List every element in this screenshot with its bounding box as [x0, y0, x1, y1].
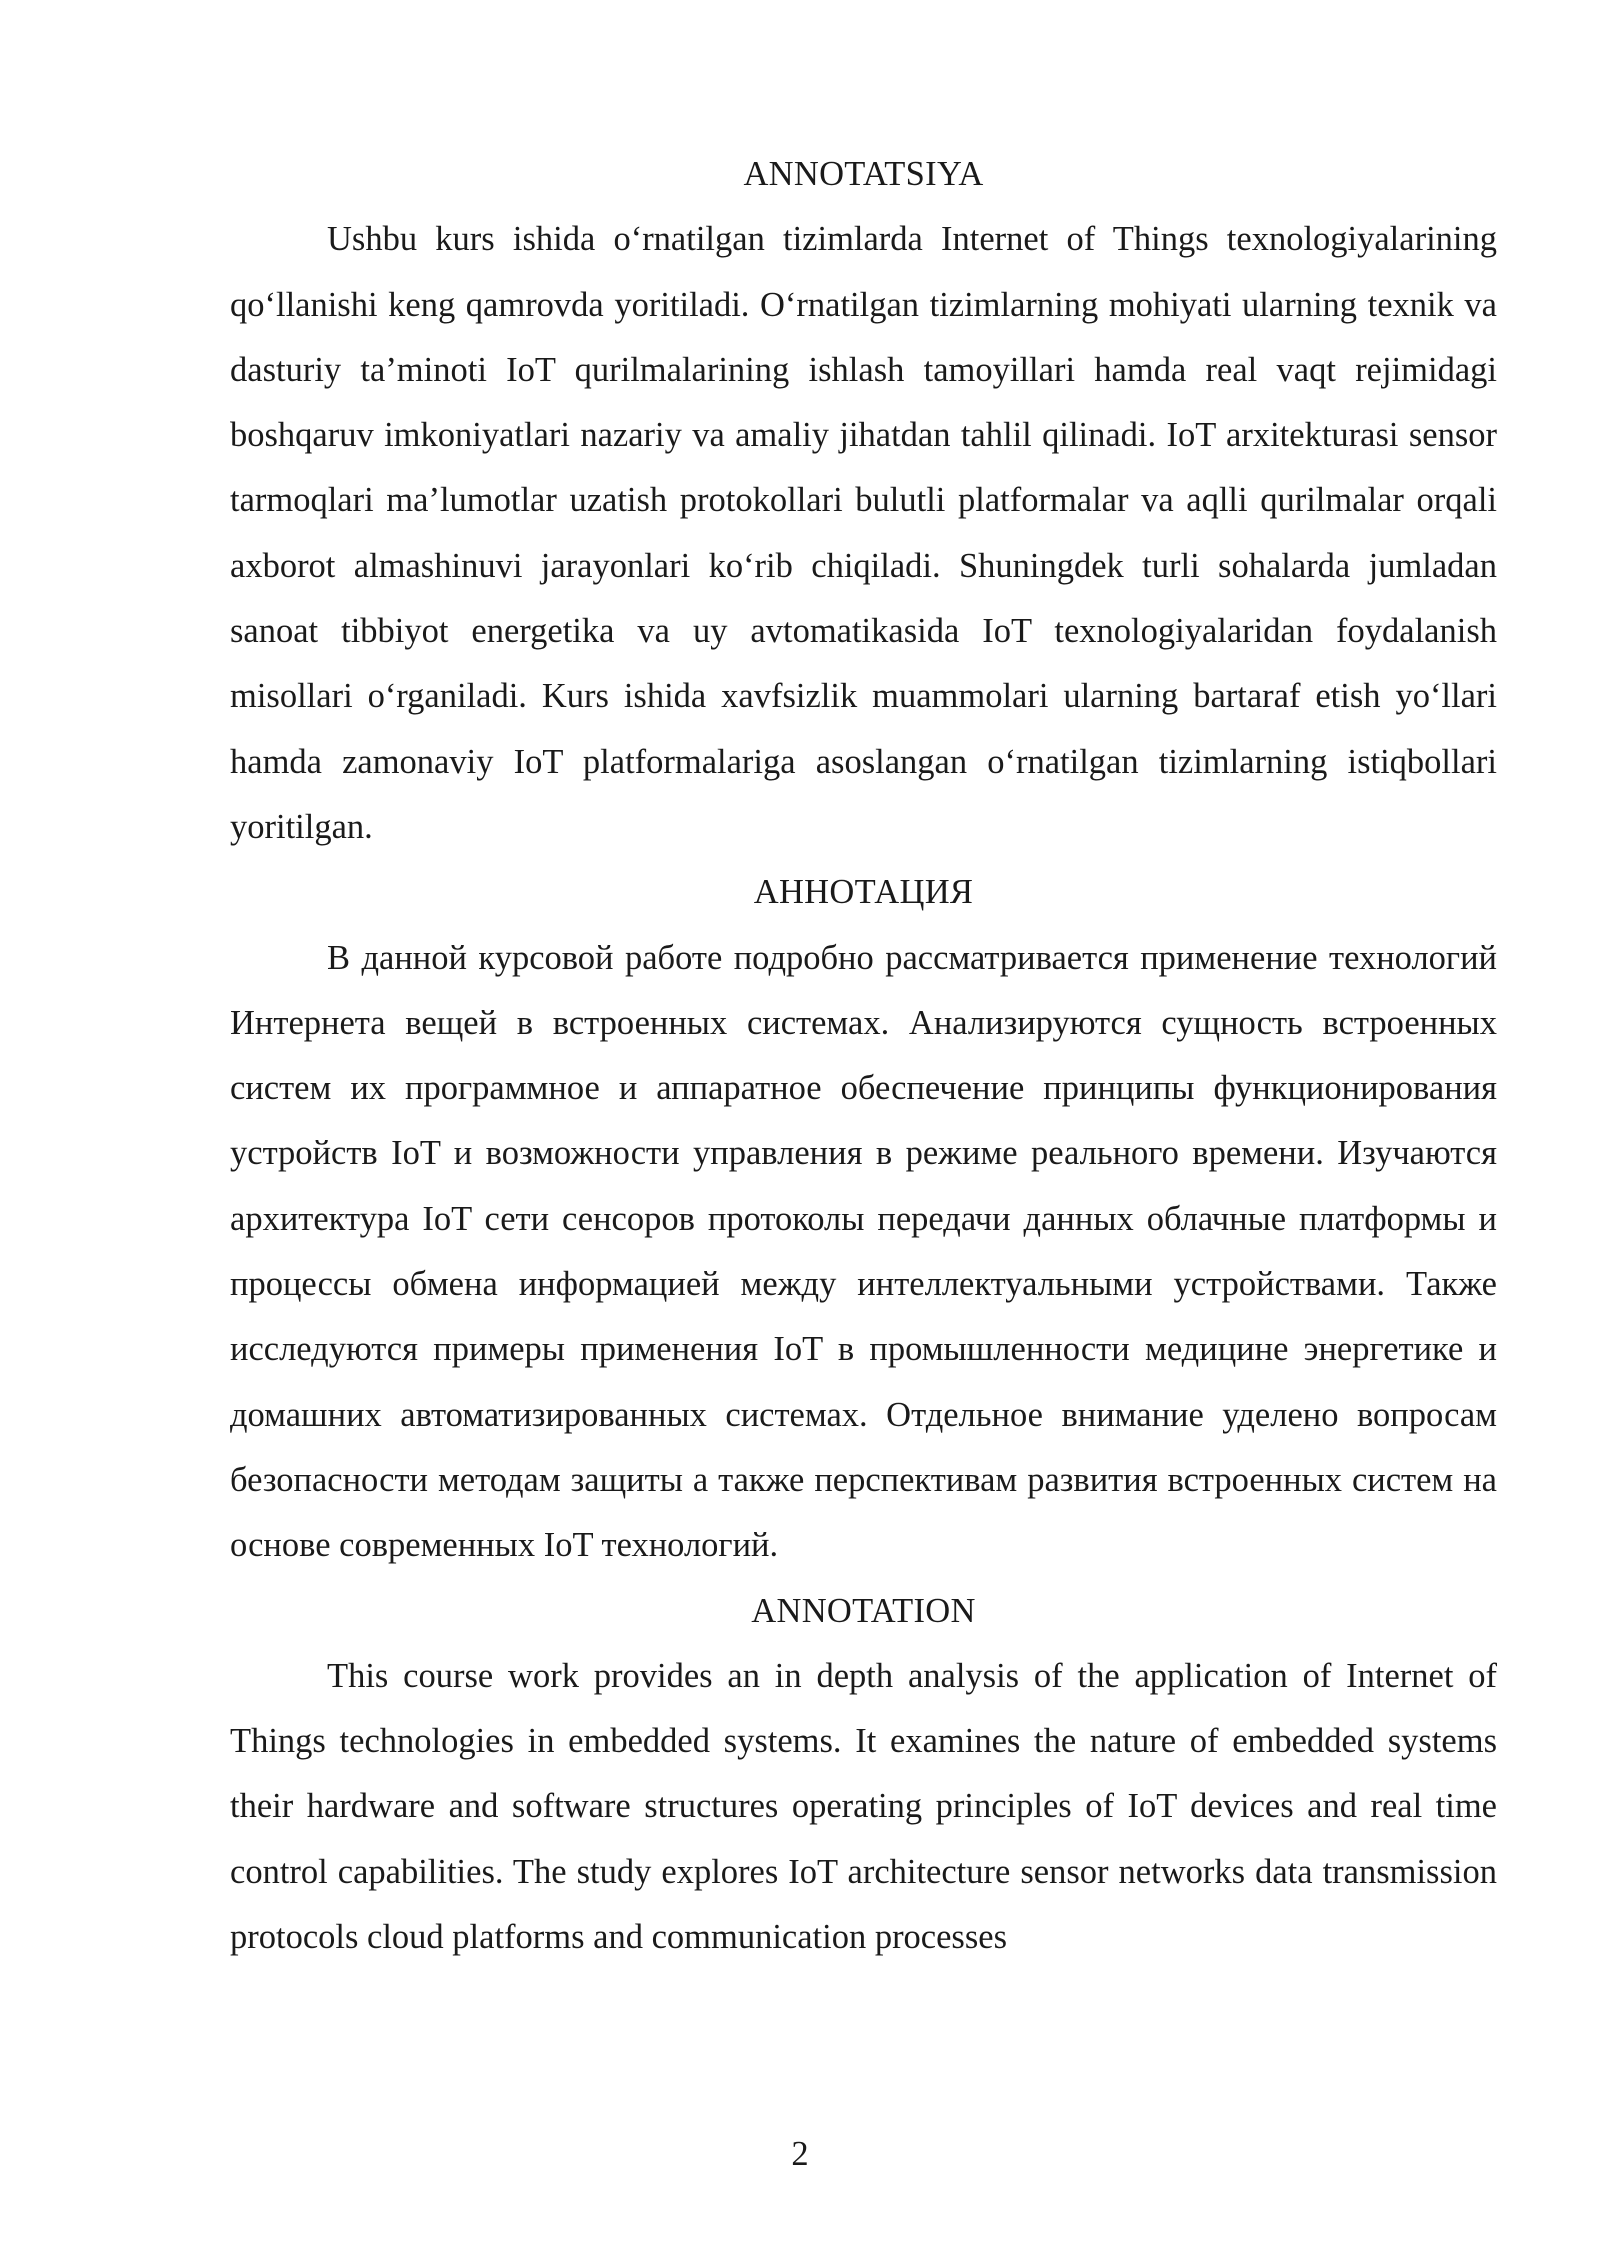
- paragraph-annotatsiya: Ushbu kurs ishida o‘rnatilgan tizimlarda Internet of Things texnologiyalarining qo‘llanishi keng qamrovda yoritiladi. O‘rnatilgan tizimlarning mohiyati ularning texnik va dasturiy ta’minoti IoT qurilmalarining ishlash tamoyillari hamda real vaqt rejimidagi boshqaruv imkoniyatlari nazariy va amaliy jihatdan tahlil qilinadi. IoT arxitekturasi sensor tarmoqlari ma’lumotlar uzatish protokollari bulutli platformalar va aqlli qurilmalar orqali axborot almashinuvi jarayonlari ko‘rib chiqiladi. Shuningdek turli sohalarda jumladan sanoat tibbiyot energetika va uy avtomatikasida IoT texnologiyalaridan foydalanish misollari o‘rganiladi. Kurs ishida xavfsizlik muammolari ularning bartaraf etish yo‘llari hamda zamonaviy IoT platformalariga asoslangan o‘rnatilgan tizimlarning istiqbollari yoritilgan.: [230, 220, 1497, 846]
- heading-annotatsiya: ANNOTATSIYA: [743, 155, 984, 193]
- heading-annotatsiya-ru: АННОТАЦИЯ: [753, 873, 974, 912]
- heading-annotation: ANNOTATION: [751, 1591, 976, 1630]
- page-content: [230, 142, 1497, 1970]
- paragraph-annotation: This course work provides an in depth analysis of the application of Internet of Things technologies in embedded systems. It examines the nature of embedded systems their hardware and software structures operating principles of IoT devices and real time control capabilities. The study explores IoT architecture sensor networks data transmission protocols cloud platforms and communication processes: [230, 1656, 1497, 1957]
- page-number: 2: [791, 2135, 809, 2173]
- paragraph-annotatsiya-ru: В данной курсовой работе подробно рассматривается применение технологий Интернета вещей в встроенных системах. Анализируются сущность встроенных систем их программное и аппаратное обеспечение принципы функционирования устройств IoT и возможности управления в режиме реального времени. Изучаются архитектура IoT сети сенсоров протоколы передачи данных облачные платформы и процессы обмена информацией между интеллектуальными устройствами. Также исследуются примеры применения IoT в промышленности медицине энергетике и домашних автоматизированных системах. Отдельное внимание уделено вопросам безопасности методам защиты а также перспективам развития встроенных систем на основе современных IoT технологий.: [230, 938, 1497, 1565]
